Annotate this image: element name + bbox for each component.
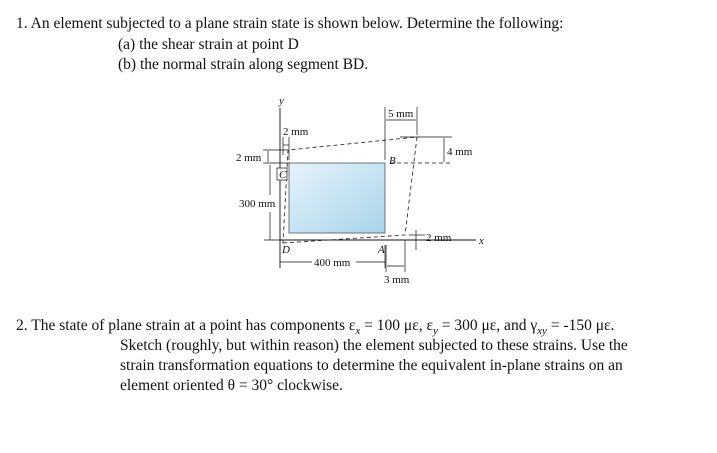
point-a-label: A — [378, 244, 385, 256]
problem-2-line-3: strain transformation equations to determine the equivalent in-plane strains on an — [120, 357, 623, 374]
point-b-label: B — [389, 155, 396, 167]
dim-bottom: 3 mm — [384, 274, 410, 286]
y-axis-label: y — [279, 95, 284, 107]
problem-1-part-a: (a) the shear strain at point D — [118, 36, 299, 53]
problem-2-line-1: 2. The state of plane strain at a point has components $\varepsilon_x = 100$ με, $\varepsilon_y = 300$ με, and $\gamma_{xy} = -150$ με. — [16, 317, 615, 338]
point-d-label: D — [282, 244, 290, 256]
dim-right: 4 mm — [447, 146, 473, 158]
dim-height: 300 mm — [239, 198, 276, 210]
dim-top-right: 5 mm — [388, 108, 414, 120]
problem-2-line-2: Sketch (roughly, but within reason) the element subjected to these strains. Use the — [120, 337, 628, 354]
undeformed-element — [289, 163, 385, 233]
point-c-label: C — [279, 169, 287, 181]
problem-2-line-4: element oriented θ = 30° clockwise. — [120, 377, 343, 394]
dim-bottom-right: 2 mm — [426, 232, 452, 244]
dim-width: 400 mm — [314, 257, 351, 269]
x-axis-label: x — [479, 235, 484, 247]
problem-1-title: 1. An element subjected to a plane strain state is shown below. Determine the following: — [16, 15, 564, 32]
problem-1-part-b: (b) the normal strain along segment BD. — [118, 56, 369, 73]
dim-left: 2 mm — [236, 152, 262, 164]
dim-top-small: 2 mm — [283, 126, 309, 138]
